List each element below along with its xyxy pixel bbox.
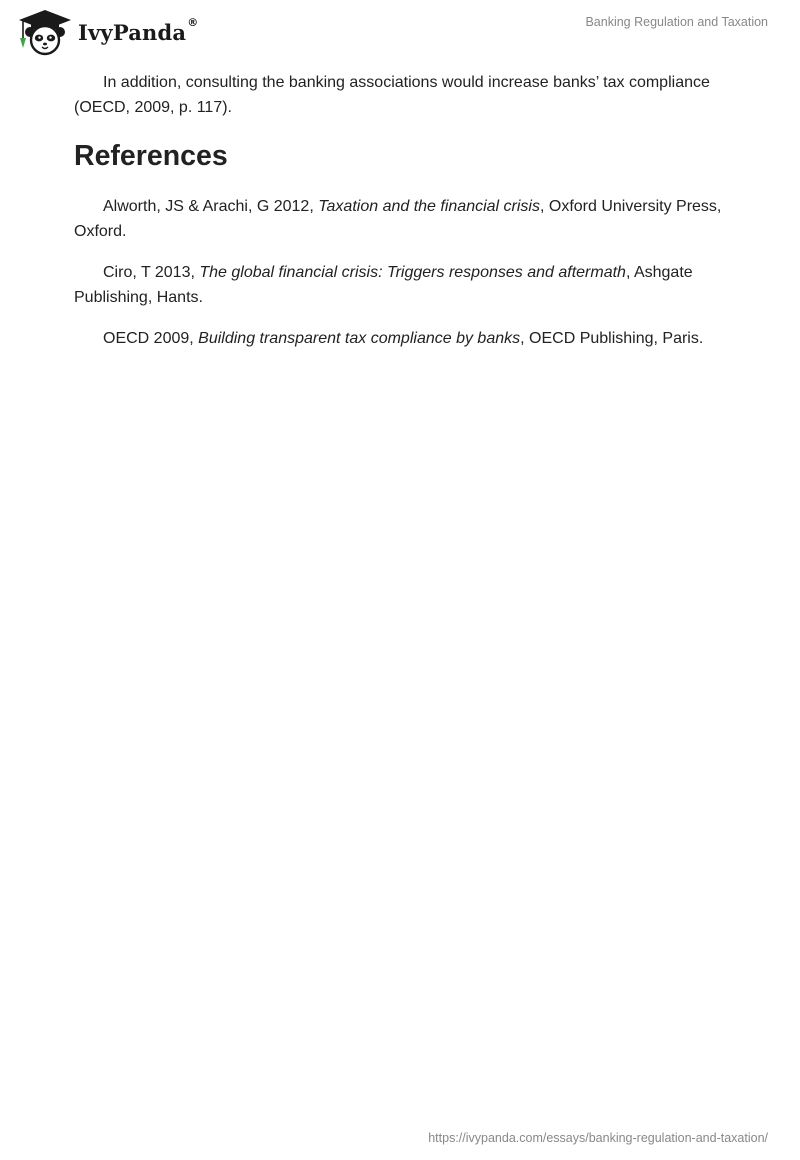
document-body: [74, 70, 734, 367]
reference-author-1: Alworth, JS & Arachi, G 2012,: [103, 198, 319, 215]
references-heading: References: [74, 140, 228, 172]
reference-author-2: Ciro, T 2013,: [103, 264, 200, 281]
reference-author-3: OECD 2009,: [103, 330, 199, 347]
body-paragraph: In addition, consulting the banking associations would increase banks’ tax compliance (OECD, 2009, p. 117).: [74, 74, 710, 116]
ivypanda-logo[interactable]: [16, 8, 198, 56]
reference-title-1: Taxation and the financial crisis: [318, 198, 540, 215]
reference-title-3: Building transparent tax compliance by banks: [198, 330, 521, 347]
reference-title-2: The global financial crisis: Triggers responses and aftermath: [199, 264, 626, 281]
reference-entry-1: [74, 194, 734, 244]
registered-mark: ®: [187, 15, 199, 29]
logo-wordmark: [78, 15, 199, 45]
reference-publisher-3: , OECD Publishing, Paris.: [520, 330, 704, 347]
running-title: Banking Regulation and Taxation: [585, 15, 768, 29]
reference-publisher-2: , Ashgate Publishing, Hants.: [74, 264, 693, 306]
reference-entry-2: [74, 260, 734, 310]
reference-publisher-1: , Oxford University Press, Oxford.: [74, 198, 722, 240]
panda-graduate-icon: [16, 8, 74, 56]
reference-entry-3: [74, 326, 734, 351]
source-url-link[interactable]: https://ivypanda.com/essays/banking-regulation-and-taxation/: [428, 1131, 768, 1145]
logo-name: IvyPanda: [78, 19, 187, 45]
